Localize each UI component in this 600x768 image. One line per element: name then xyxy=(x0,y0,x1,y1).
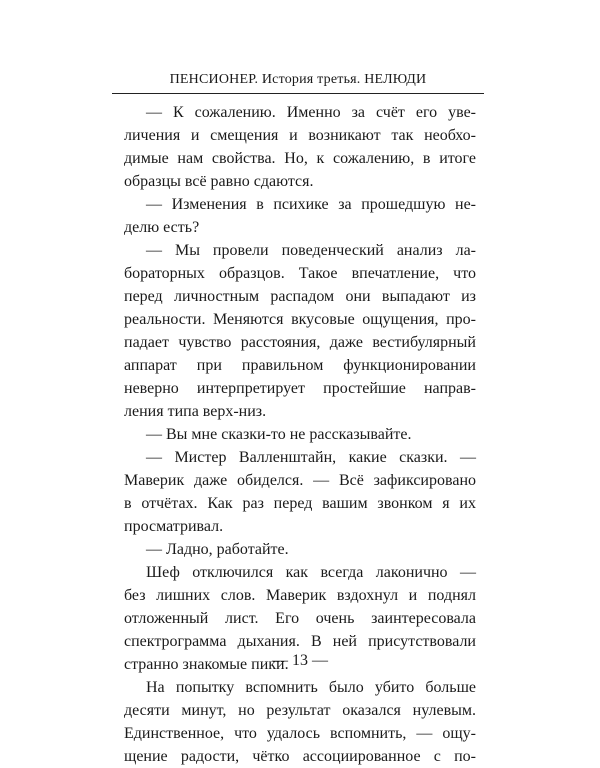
text-line: димые нам свойства. Но, к сожалению, в итоге xyxy=(124,150,476,167)
text-line: — К сожалению. Именно за счёт его уве- xyxy=(146,104,476,121)
header-rule xyxy=(112,93,484,94)
text-line: в отчётах. Как раз перед вашим звонком я их xyxy=(124,495,476,512)
text-line: Шеф отключился как всегда лаконично — xyxy=(146,564,476,581)
text-line: делю есть? xyxy=(124,219,200,236)
text-line: щение радости, чётко ассоциированное с по- xyxy=(124,748,476,765)
text-line: бораторных образцов. Такое впечатление, что xyxy=(124,265,476,282)
text-line: падает чувство расстояния, даже вестибулярный xyxy=(124,334,476,351)
text-line: образцы всё равно сдаются. xyxy=(124,173,314,190)
page-number: — 13 — xyxy=(272,652,328,669)
text-line: — Изменения в психике за прошедшую не- xyxy=(146,196,476,213)
running-head: ПЕНСИОНЕР. История третья. НЕЛЮДИ xyxy=(169,72,427,87)
text-line: личения и смещения и возникают так необхо- xyxy=(124,127,476,144)
text-line: — Мы провели поведенческий анализ ла- xyxy=(146,242,476,259)
text-line: Единственное, что удалось вспомнить, — ощу- xyxy=(124,725,476,742)
text-line: неверно интерпретирует простейшие направ- xyxy=(124,380,476,397)
text-line: — Вы мне сказки-то не рассказывайте. xyxy=(146,426,412,443)
text-line: просматривал. xyxy=(124,518,224,535)
text-line: перед личностным распадом они выпадают из xyxy=(124,288,476,305)
text-line: отложенный лист. Его очень заинтересовала xyxy=(124,610,476,627)
text-line: реальности. Меняются вкусовые ощущения, про- xyxy=(124,311,476,328)
text-line: На попытку вспомнить было убито больше xyxy=(146,679,476,696)
text-line: десяти минут, но результат оказался нулевым. xyxy=(124,702,476,719)
text-line: спектрограмма дыхания. В ней присутствовали xyxy=(124,633,476,650)
text-line: ления типа верх-низ. xyxy=(124,403,267,420)
text-line: — Мистер Валленштайн, какие сказки. — xyxy=(146,449,476,466)
text-line: без лишних слов. Маверик вздохнул и поднял xyxy=(124,587,476,604)
text-line: аппарат при правильном функционировании xyxy=(124,357,476,374)
text-line: — Ладно, работайте. xyxy=(146,541,289,558)
text-line: странно знакомые пики. xyxy=(124,656,289,673)
text-line: Маверик даже обиделся. — Всё зафиксировано xyxy=(124,472,476,489)
